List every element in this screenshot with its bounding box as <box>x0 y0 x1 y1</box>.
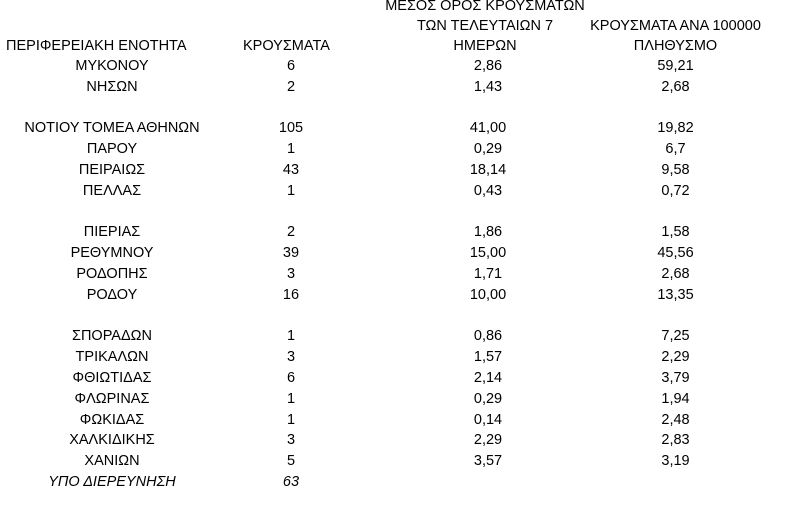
cases-cell: 5 <box>286 453 296 470</box>
cases-cell: 1 <box>286 390 296 407</box>
avg7-cell: 1,71 <box>473 265 503 282</box>
per100k-cell: 7,25 <box>661 328 690 345</box>
header-region <box>6 36 187 56</box>
per100k-cell: 3,19 <box>661 453 690 470</box>
header-avg-line-3: ΗΜΕΡΩΝ <box>453 38 517 54</box>
row-spacer <box>0 306 789 327</box>
per100k-cell: 6,7 <box>665 141 686 158</box>
region-cell: ΝΟΤΙΟΥ ΤΟΜΕΑ ΑΘΗΝΩΝ <box>24 120 200 137</box>
per100k-cell: 9,58 <box>661 161 690 178</box>
avg7-cell: 2,86 <box>473 58 503 74</box>
table-row <box>0 181 789 202</box>
per100k-cell: 2,68 <box>661 265 690 282</box>
table-row <box>0 410 789 431</box>
header-seven-day-average <box>385 0 585 56</box>
header-avg-line-1: ΜΕΣΟΣ ΟΡΟΣ ΚΡΟΥΣΜΑΤΩΝ <box>385 0 585 14</box>
table-row <box>0 264 789 285</box>
per100k-cell: 3,79 <box>661 369 690 386</box>
avg7-cell: 0,43 <box>473 182 503 199</box>
avg7-cell: 0,29 <box>473 390 503 407</box>
cases-cell: 3 <box>286 265 296 282</box>
per100k-cell: 0,72 <box>661 182 690 199</box>
per100k-cell: 2,68 <box>661 78 690 95</box>
region-cell: ΠΙΕΡΙΑΣ <box>83 224 141 241</box>
table-row <box>0 160 789 181</box>
avg7-cell: 1,86 <box>473 224 503 241</box>
header-cases-per-100k <box>578 16 773 56</box>
region-cell: ΤΡΙΚΑΛΩΝ <box>75 349 149 366</box>
table-row <box>0 243 789 264</box>
header-cases <box>243 36 330 56</box>
cases-cell: 2 <box>286 78 296 95</box>
cases-cell: 3 <box>286 432 296 449</box>
table-row <box>0 118 789 139</box>
cases-cell: 1 <box>286 141 296 158</box>
per100k-cell: 45,56 <box>657 245 694 262</box>
region-cell: ΥΠΟ ΔΙΕΡΕΥΝΗΣΗ <box>48 473 176 490</box>
avg7-cell: 2,29 <box>473 432 503 449</box>
header-per-line-2: ΠΛΗΘΥΣΜΟ <box>633 38 718 54</box>
table-row <box>0 451 789 472</box>
table-row <box>0 139 789 160</box>
region-cell: ΠΕΛΛΑΣ <box>82 182 142 199</box>
table-row <box>0 222 789 243</box>
region-cell: ΡΟΔΟΠΗΣ <box>76 265 148 282</box>
avg7-cell: 0,29 <box>473 141 503 158</box>
row-spacer <box>0 98 789 119</box>
table-row <box>0 472 789 493</box>
region-cell: ΡΕΘΥΜΝΟΥ <box>70 245 154 262</box>
cases-cell: 2 <box>286 224 296 241</box>
table-row <box>0 430 789 451</box>
header-avg-line-2: ΤΩΝ ΤΕΛΕΥΤΑΙΩΝ 7 <box>416 18 554 34</box>
region-cell: ΡΟΔΟΥ <box>86 286 138 303</box>
cases-cell: 63 <box>282 473 300 490</box>
region-cell: ΠΑΡΟΥ <box>86 141 138 158</box>
cases-cell: 1 <box>286 182 296 199</box>
region-cell: ΧΑΛΚΙΔΙΚΗΣ <box>69 432 155 449</box>
table-row <box>0 77 789 98</box>
per100k-cell: 2,83 <box>661 432 690 449</box>
avg7-cell: 1,57 <box>473 349 503 366</box>
table-row <box>0 326 789 347</box>
avg7-cell: 10,00 <box>469 286 507 303</box>
cases-cell: 105 <box>278 120 304 137</box>
header-cases-label: ΚΡΟΥΣΜΑΤΑ <box>243 38 330 54</box>
table-row <box>0 56 789 77</box>
region-cell: ΜΥΚΟΝΟΥ <box>75 58 149 74</box>
avg7-cell: 18,14 <box>469 161 507 178</box>
per100k-cell: 2,29 <box>661 349 690 366</box>
table-row <box>0 347 789 368</box>
avg7-cell: 0,86 <box>473 328 503 345</box>
region-cell: ΦΩΚΙΔΑΣ <box>79 411 145 428</box>
avg7-cell: 41,00 <box>469 120 507 137</box>
per100k-cell: 1,58 <box>661 224 690 241</box>
avg7-cell: 2,14 <box>473 369 503 386</box>
table-row <box>0 389 789 410</box>
region-cell: ΣΠΟΡΑΔΩΝ <box>72 328 152 345</box>
region-cell: ΦΛΩΡΙΝΑΣ <box>74 390 150 407</box>
cases-cell: 16 <box>282 286 300 303</box>
avg7-cell: 15,00 <box>469 245 507 262</box>
region-cell: ΝΗΣΩΝ <box>86 78 138 95</box>
table-row <box>0 368 789 389</box>
header-per-line-1: ΚΡΟΥΣΜΑΤΑ ΑΝΑ 100000 <box>590 18 761 34</box>
cases-cell: 43 <box>282 161 300 178</box>
cases-cell: 1 <box>286 328 296 345</box>
avg7-cell: 1,43 <box>473 78 503 95</box>
cases-cell: 1 <box>286 411 296 428</box>
cases-cell: 6 <box>286 58 296 74</box>
region-cell: ΠΕΙΡΑΙΩΣ <box>78 161 146 178</box>
region-cell: ΦΘΙΩΤΙΔΑΣ <box>72 369 152 386</box>
cases-cell: 3 <box>286 349 296 366</box>
per100k-cell: 2,48 <box>661 411 690 428</box>
per100k-cell: 13,35 <box>657 286 694 303</box>
cases-cell: 39 <box>282 245 300 262</box>
per100k-cell: 1,94 <box>661 390 690 407</box>
per100k-cell: 19,82 <box>657 120 694 137</box>
row-spacer <box>0 202 789 223</box>
avg7-cell: 3,57 <box>473 453 503 470</box>
region-cell: ΧΑΝΙΩΝ <box>84 453 140 470</box>
cases-cell: 6 <box>286 369 296 386</box>
per100k-cell: 59,21 <box>657 58 694 74</box>
avg7-cell: 0,14 <box>473 411 503 428</box>
cases-table-body <box>0 56 789 493</box>
table-row <box>0 285 789 306</box>
header-region-label: ΠΕΡΙΦΕΡΕΙΑΚΗ ΕΝΟΤΗΤΑ <box>6 38 187 54</box>
